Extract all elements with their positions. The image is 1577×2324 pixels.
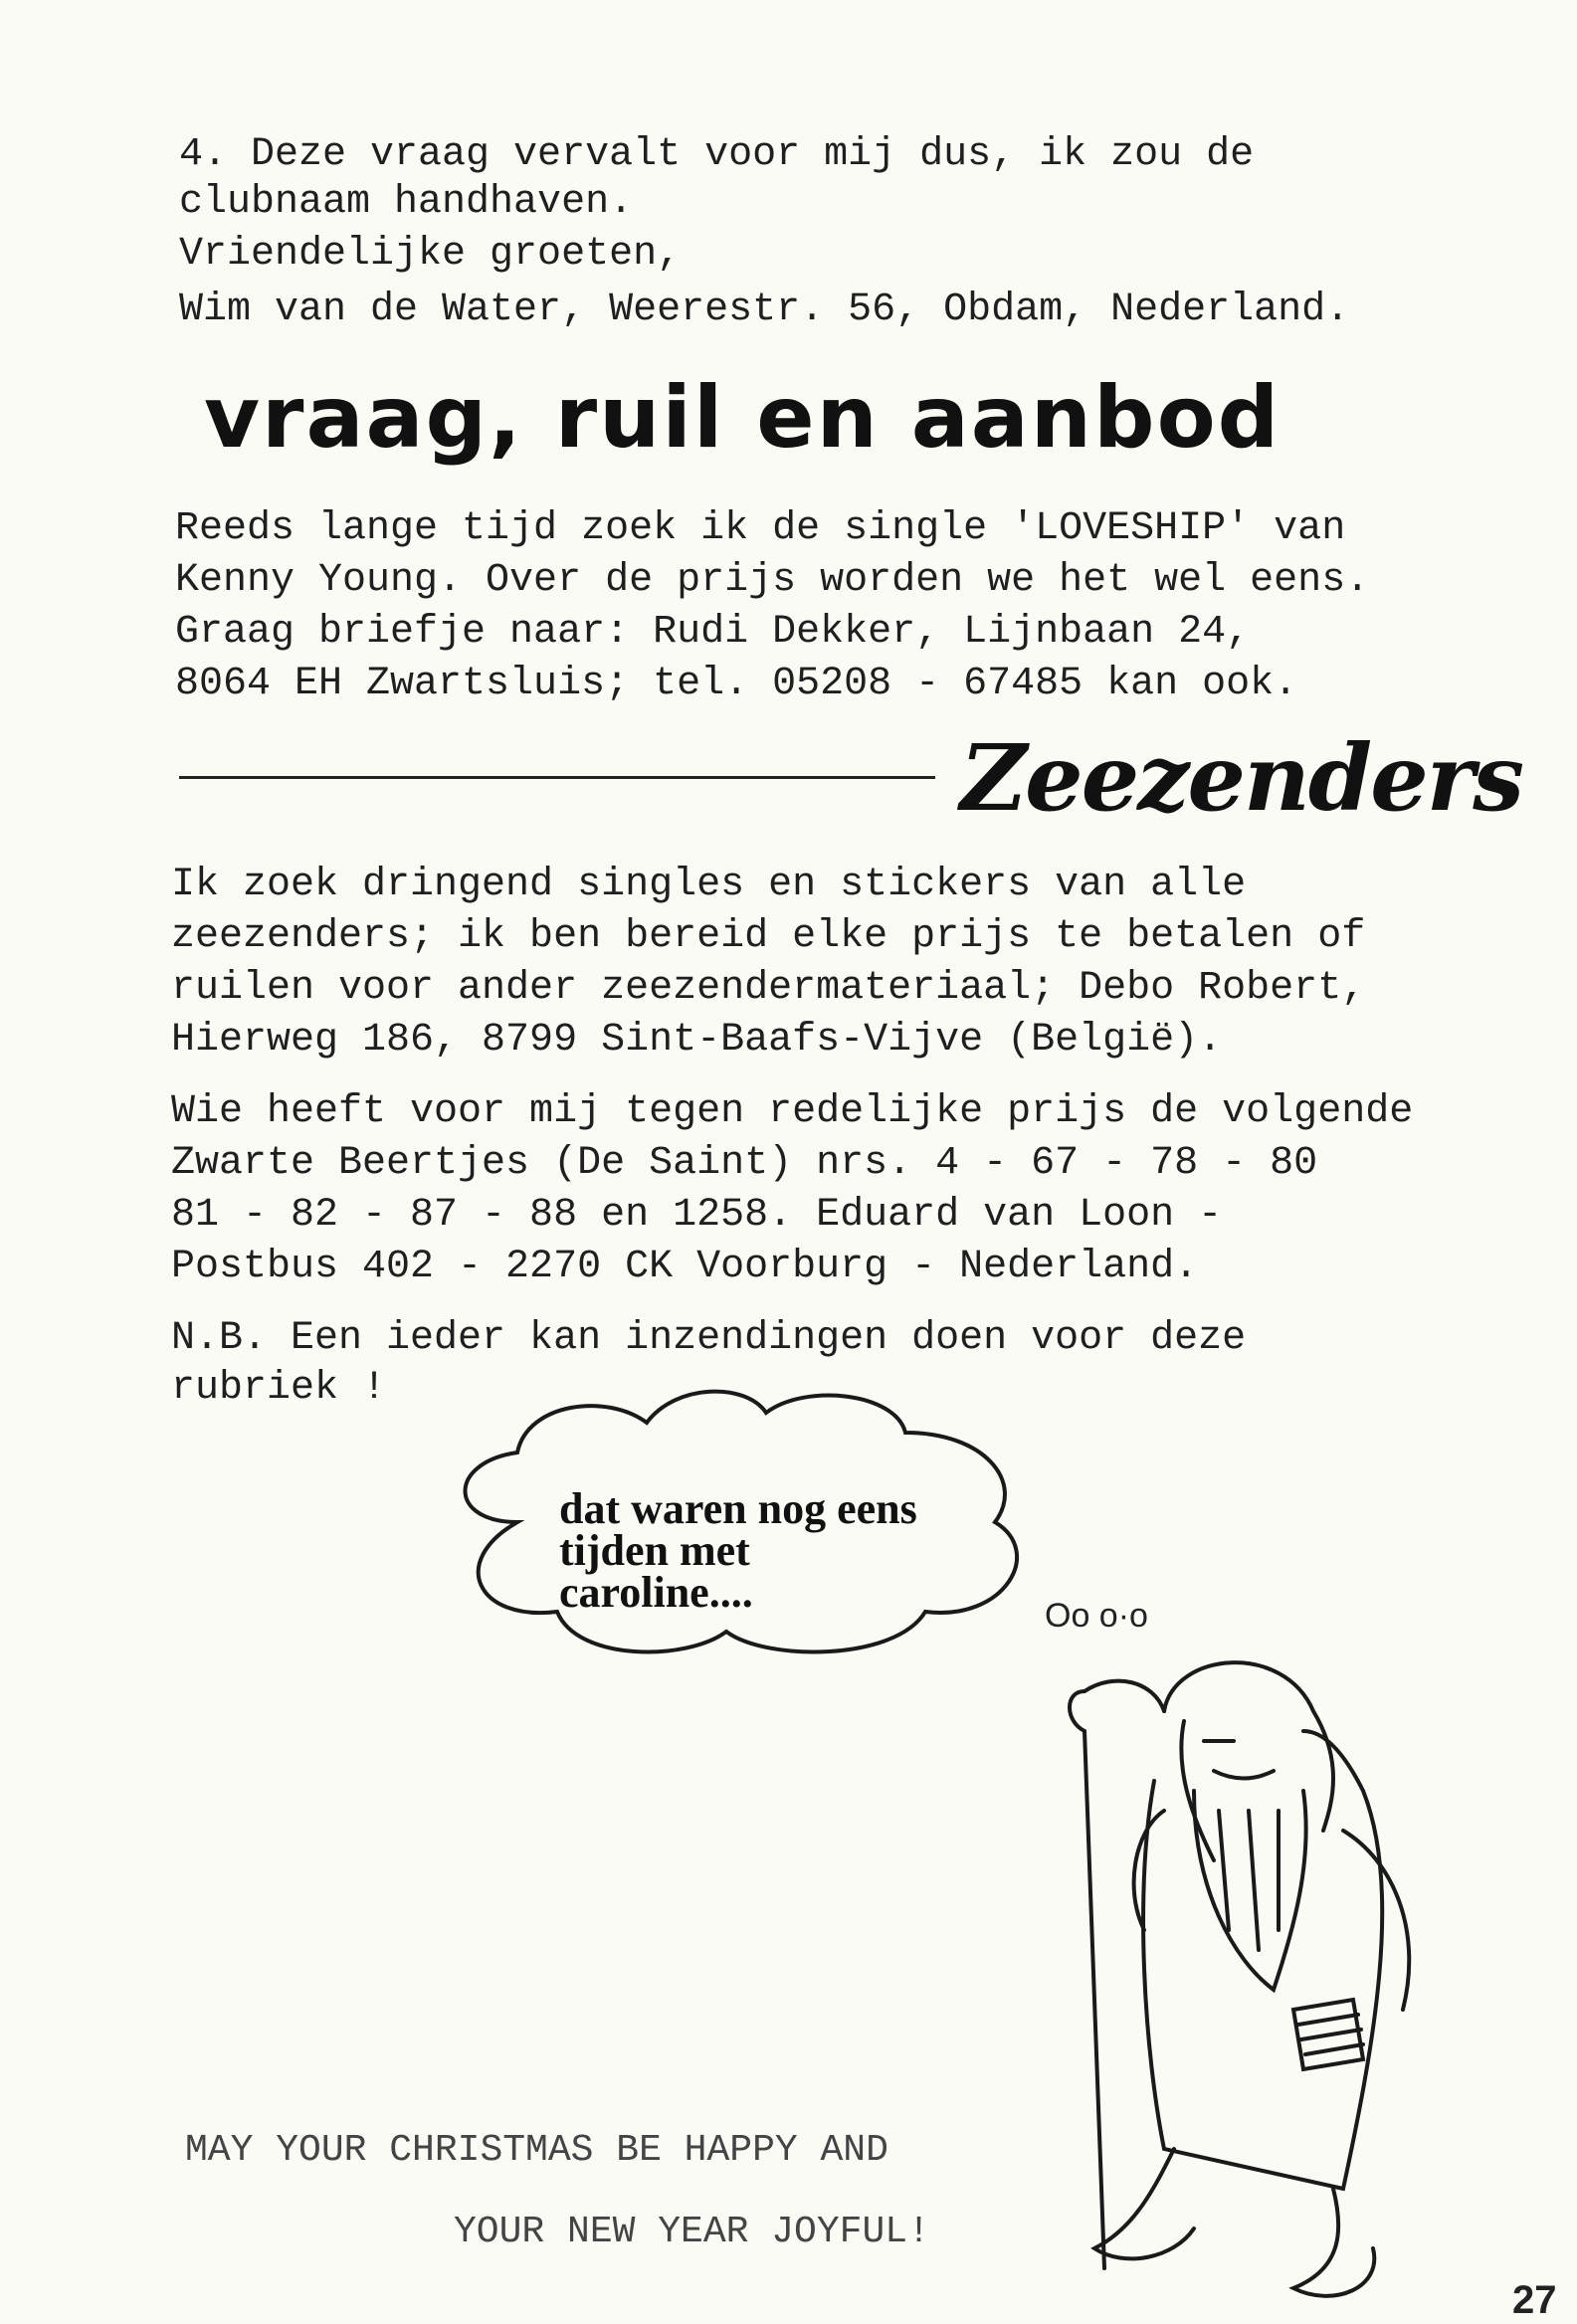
bubble-line-3: caroline.... (559, 1568, 753, 1617)
header-rule (179, 776, 935, 779)
ad2-line-3: ruilen voor ander zeezendermateriaal; Debo Robert, (171, 966, 1366, 1011)
zeezenders-title: Zeezenders (960, 724, 1523, 832)
ad3-line-3: 81 - 82 - 87 - 88 en 1258. Eduard van Loon - (171, 1193, 1223, 1238)
ad3-line-4: Postbus 402 - 2270 CK Voorburg - Nederland. (171, 1245, 1199, 1289)
small-bubbles: Oo o·o (1045, 1597, 1148, 1635)
ad2-line-4: Hierweg 186, 8799 Sint-Baafs-Vijve (België). (171, 1018, 1223, 1063)
old-man-illustration (1045, 1632, 1463, 2308)
section-title: vraag, ruil en aanbod (204, 368, 1281, 468)
greeting-line-2: YOUR NEW YEAR JOYFUL! (454, 2211, 930, 2253)
letter-line-1: 4. Deze vraag vervalt voor mij dus, ik zou de (179, 132, 1255, 177)
greeting-line-1: MAY YOUR CHRISTMAS BE HAPPY AND (185, 2129, 888, 2172)
note-line-2: rubriek ! (171, 1366, 387, 1411)
ad1-line-4: 8064 EH Zwartsluis; tel. 05208 - 67485 kan ook. (175, 662, 1298, 706)
note-line-1: N.B. Een ieder kan inzendingen doen voor deze (171, 1316, 1247, 1361)
letter-line-3: Vriendelijke groeten, (179, 232, 682, 277)
ad1-line-2: Kenny Young. Over de prijs worden we het wel eens. (175, 558, 1370, 603)
ad1-line-1: Reeds lange tijd zoek ik de single 'LOVESHIP' van (175, 506, 1346, 551)
ad3-line-1: Wie heeft voor mij tegen redelijke prijs de volgende (171, 1089, 1414, 1134)
ad3-line-2: Zwarte Beertjes (De Saint) nrs. 4 - 67 - 78 - 80 (171, 1141, 1318, 1186)
page-number: 27 (1512, 2278, 1557, 2322)
ad1-line-3: Graag briefje naar: Rudi Dekker, Lijnbaan 24, (175, 610, 1251, 655)
bubble-line-1: dat waren nog eens (559, 1484, 917, 1533)
bubble-line-2: tijden met (559, 1526, 750, 1575)
ad2-line-1: Ik zoek dringend singles en stickers van alle (171, 863, 1247, 907)
letter-line-4: Wim van de Water, Weerestr. 56, Obdam, Nederland. (179, 288, 1350, 332)
ad2-line-2: zeezenders; ik ben bereid elke prijs te betalen of (171, 914, 1366, 959)
letter-line-2: clubnaam handhaven. (179, 180, 634, 225)
